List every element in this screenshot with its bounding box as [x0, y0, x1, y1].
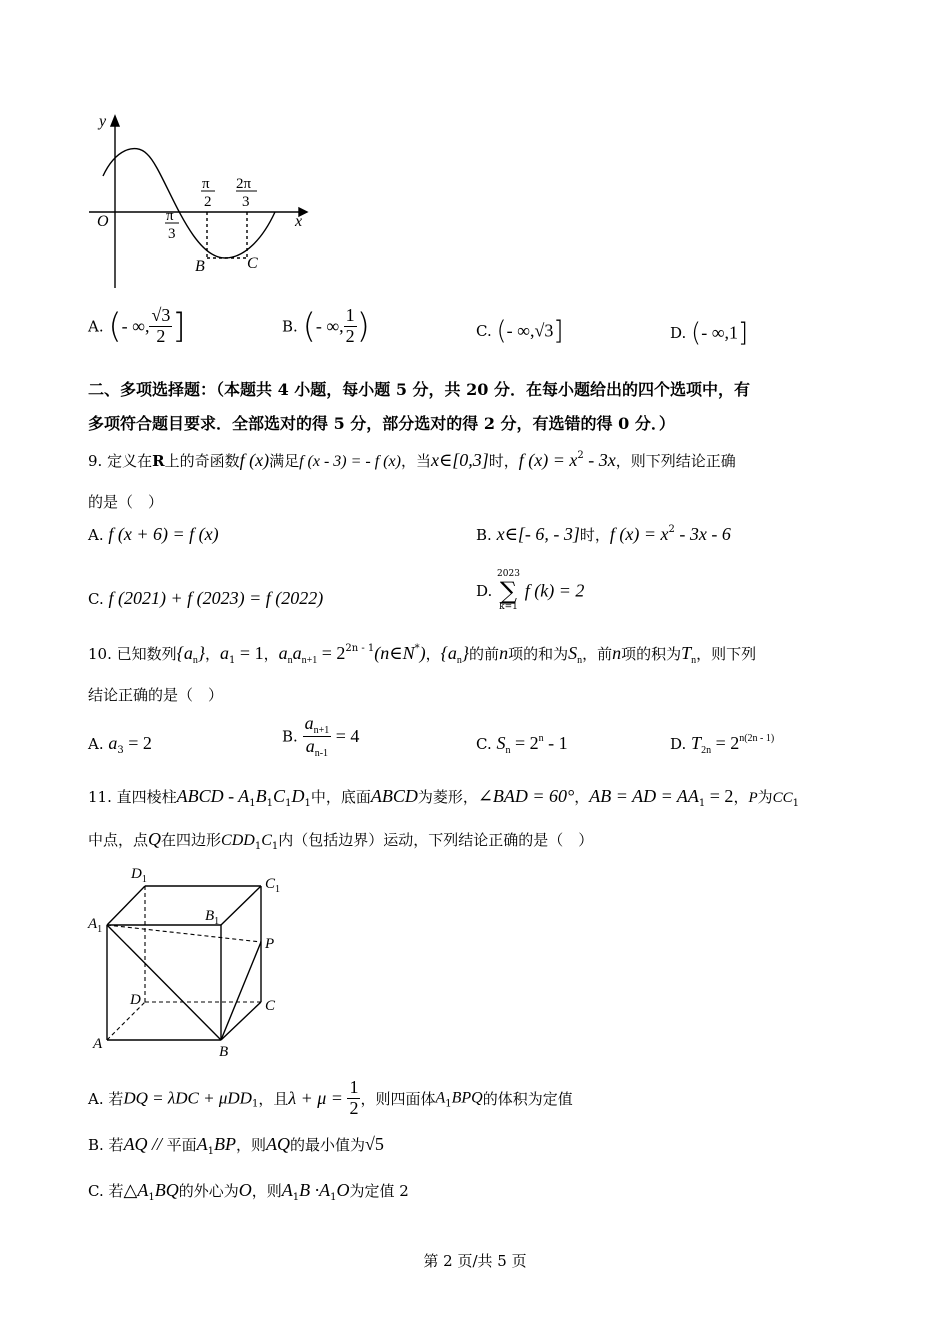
- figure-label-a1: $A_1$: [88, 916, 103, 935]
- figure-label-a: A: [93, 1036, 103, 1052]
- graph-origin: O: [97, 213, 109, 230]
- q9-option-c[interactable]: C. f (2021) + f (2023) = f (2022): [88, 588, 324, 608]
- prism-figure: [85, 862, 290, 1062]
- section2-heading-line2: 多项符合题目要求．全部选对的得 5 分，部分选对的得 2 分，有选错的得 0 分．）: [88, 414, 675, 433]
- q9-option-d[interactable]: D. 2023 ∑ k=1 f (k) = 2: [476, 569, 585, 612]
- q11-stem-line2: 中点，点Q在四边形$CDD_1C_1$内（包括边界）运动，下列结论正确的是（ ）: [88, 829, 594, 852]
- figure-label-d: D: [130, 992, 141, 1008]
- q10-option-c[interactable]: C. $S_n = 2^n - 1$: [476, 733, 568, 756]
- q10-stem-line1: 10. 已知数列$\{a_n\}$，$a_1 = 1$，$a_na_{n+1}$ = $2^{2n - 1}(n\in N^*)$，$\{a_n\}$的前n项的和为$S_n$，前n项的积为$T_n$，则下列: [88, 643, 757, 666]
- q8-option-c[interactable]: C. (- ∞,√3]: [476, 316, 564, 346]
- figure-label-p: P: [265, 936, 275, 952]
- graph-x-label: x: [295, 213, 303, 230]
- q11-stem-line1: 11. 直四棱柱ABCD - $A_1B_1C_1D_1$中，底面ABCD为菱形，∠BAD = 60°，AB = AD = $AA_1 = 2$，P为$CC_1$: [88, 786, 800, 809]
- q8-option-a[interactable]: A. (- ∞, $\frac{√3}{2}$ ]: [88, 305, 186, 347]
- graph-point-b: B: [195, 258, 205, 275]
- graph-point-c: C: [247, 255, 258, 272]
- graph-y-label: y: [99, 113, 107, 130]
- q9-option-b[interactable]: B. x∈[- 6, - 3]时，f $(x) = x^2 - 3x - 6$: [476, 524, 731, 544]
- q11-option-b[interactable]: B. 若AQ // 平面$A_1BP$，则AQ的最小值为√5: [88, 1134, 384, 1157]
- figure-label-b1: $B_1$: [205, 908, 220, 927]
- q11-option-a[interactable]: A. 若DQ = λDC + μDD$_1$，且λ + μ = $\frac{1}{2}$ ，则四面体$A_1BPQ$的体积为定值: [88, 1077, 573, 1118]
- q9-option-a[interactable]: A. f (x + 6) = f (x): [88, 524, 219, 544]
- tick-2pi3-num: 2π: [236, 176, 252, 192]
- q10-option-a[interactable]: A. $a_3 = 2$: [88, 733, 152, 756]
- q9-stem-line1: 9. 定义在R上的奇函数f (x)满足f (x - 3) = - f (x)，当x∈[0,3]时，f $(x) = x^2 - 3x$，则下列结论正确: [88, 450, 736, 470]
- figure-label-d1: $D_1$: [131, 866, 147, 885]
- tick-pi2-num: π: [202, 176, 210, 192]
- sine-graph-figure: [85, 108, 315, 293]
- q10-option-d[interactable]: D. $T_{2n} = 2^{n(2n - 1)}$: [670, 733, 775, 756]
- q8-option-d[interactable]: D. (- ∞,1]: [670, 318, 749, 348]
- tick-2pi3-den: 3: [242, 194, 250, 210]
- figure-label-c1: $C_1$: [265, 876, 281, 895]
- page-footer: 第 2 页/共 5 页: [423, 1252, 527, 1270]
- tick-pi3-num: π: [166, 208, 174, 224]
- tick-pi2-den: 2: [204, 194, 212, 210]
- q9-stem-line2: 的是（ ）: [88, 493, 164, 511]
- figure-label-b: B: [219, 1044, 229, 1060]
- q8-option-b[interactable]: B. (- ∞, $\frac{1}{2}$ ): [282, 305, 370, 347]
- q10-stem-line2: 结论正确的是（ ）: [88, 686, 224, 704]
- q10-option-b[interactable]: B. $\frac{a_{n+1}}{a_{n-1}}$ = 4: [282, 713, 360, 759]
- figure-label-c: C: [265, 998, 276, 1014]
- section2-heading-line1: 二、多项选择题：（本题共 4 小题，每小题 5 分，共 20 分．在每小题给出的四个选项中，有: [88, 380, 750, 399]
- sigma-symbol: ∑: [499, 577, 518, 605]
- q11-option-c[interactable]: C. 若$\triangle A_1BQ$的外心为O，则$A_1B \cdot A_1O$为定值 2: [88, 1180, 409, 1203]
- tick-pi3-den: 3: [168, 226, 176, 242]
